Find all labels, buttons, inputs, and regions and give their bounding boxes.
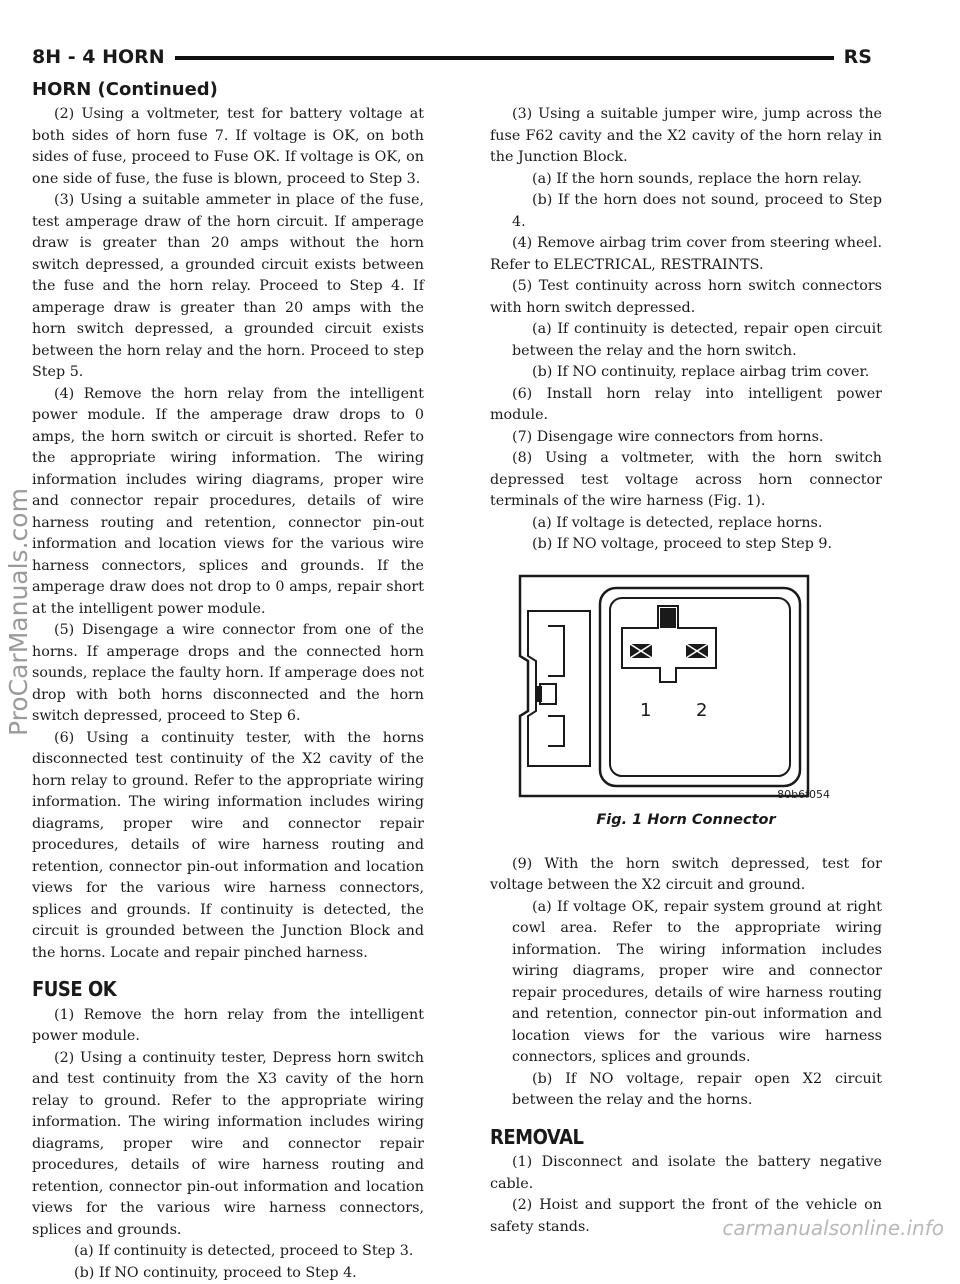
sub-step-text: (a) If voltage OK, repair system ground at right cowl area. Refer to the appropriate wiring information. The wiring information includes wiring diagrams, proper wire and connector repair procedures, details of wire harness routing and retention, connector pin-out information and location views for the various wire harness connectors, splices and grounds. — [490, 897, 882, 1069]
step-text: (6) Install horn relay into intelligent power module. — [490, 384, 882, 427]
step-text: (5) Test continuity across horn switch connectors with horn switch depressed. — [490, 276, 882, 319]
step-text: (3) Using a suitable jumper wire, jump across the fuse F62 cavity and the X2 cavity of the horn relay in the Junction Block. — [490, 104, 882, 169]
left-column — [32, 104, 424, 1284]
section-heading: FUSE OK — [32, 978, 424, 1002]
manual-code: RS — [834, 44, 872, 70]
step-text: (9) With the horn switch depressed, test for voltage between the X2 circuit and ground. — [490, 854, 882, 897]
right-column-bottom — [490, 854, 882, 1239]
sub-step-text: (b) If NO continuity, proceed to Step 4. — [32, 1263, 424, 1284]
right-column-top — [490, 104, 882, 556]
sub-step-text: (a) If the horn sounds, replace the horn relay. — [490, 169, 882, 191]
step-text: (3) Using a suitable ammeter in place of the fuse, test amperage draw of the horn circuit. If amperage draw is greater than 20 amps without the horn switch depressed, a grounded circuit exists between the fuse and the horn relay. Proceed to Step 4. If amperage draw is greater than 20 amps with the horn switch depressed, a grounded circuit exists between the horn relay and the horn. Proceed to step Step 5. — [32, 190, 424, 384]
step-text: (2) Using a voltmeter, test for battery voltage at both sides of horn fuse 7. If voltage is OK, on both sides of fuse, proceed to Fuse OK. If voltage is OK, on one side of fuse, the fuse is blown, proceed to Step 3. — [32, 104, 424, 190]
step-text: (8) Using a voltmeter, with the horn switch depressed test voltage across horn connector terminals of the wire harness (Fig. 1). — [490, 448, 882, 513]
step-text: (4) Remove the horn relay from the intelligent power module. If the amperage draw drops to 0 amps, the horn switch or circuit is shorted. Refer to the appropriate wiring information. The wiring information includes wiring diagrams, proper wire and connector repair procedures, details of wire harness routing and retention, connector pin-out information and location views for the various wire harness connectors, splices and grounds. If the amperage draw does not drop to 0 amps, repair short at the intelligent power module. — [32, 384, 424, 621]
step-text: (1) Remove the horn relay from the intelligent power module. — [32, 1005, 424, 1048]
figure-code: 80b6f054 — [777, 784, 830, 806]
step-text: (4) Remove airbag trim cover from steering wheel. Refer to ELECTRICAL, RESTRAINTS. — [490, 233, 882, 276]
right-column — [490, 104, 882, 1238]
step-text: (2) Hoist and support the front of the vehicle on safety stands. — [490, 1195, 882, 1238]
step-text: (2) Using a continuity tester, Depress horn switch and test continuity from the X3 cavity of the horn relay to ground. Refer to the appropriate wiring information. The wiring information includes wiring diagrams, proper wire and connector repair procedures, details of wire harness routing and retention, connector pin-out information and location views for the various wire harness connectors, splices and grounds. — [32, 1048, 424, 1242]
sub-step-text: (b) If NO continuity, replace airbag trim cover. — [490, 362, 882, 384]
step-text: (7) Disengage wire connectors from horns. — [490, 427, 882, 449]
sub-step-text: (b) If NO voltage, repair open X2 circuit between the relay and the horns. — [490, 1069, 882, 1112]
sub-step-text: (a) If continuity is detected, proceed to Step 3. — [32, 1241, 424, 1263]
sub-step-text: (a) If voltage is detected, replace horns. — [490, 513, 882, 535]
page-header — [32, 44, 872, 74]
sub-step-text: (a) If continuity is detected, repair open circuit between the relay and the horn switch. — [490, 319, 882, 362]
side-watermark: ProCarManuals.com — [4, 0, 33, 736]
sub-step-text: (b) If NO voltage, proceed to step Step 9. — [490, 534, 882, 556]
corner-watermark: carmanualsonline.info — [722, 1216, 944, 1240]
figure-caption: Fig. 1 Horn Connector — [490, 810, 882, 832]
pin-1-label: 1 — [640, 700, 651, 721]
step-text: (6) Using a continuity tester, with the horns disconnected test continuity of the X2 cavity of the horn relay to ground. Refer to the appropriate wiring information. The wiring information includes wiring diagrams, proper wire and connector repair procedures, details of wire harness routing and retention, connector pin-out information and location views for the various wire harness connectors, splices and grounds. If continuity is detected, the circuit is grounded between the Junction Block and the horns. Locate and repair pinched harness. — [32, 728, 424, 965]
step-text: (1) Disconnect and isolate the battery negative cable. — [490, 1152, 882, 1195]
horn-connector-figure — [490, 566, 882, 854]
continued-heading: HORN (Continued) — [32, 79, 218, 100]
pin-2-label: 2 — [696, 700, 707, 721]
step-text: (5) Disengage a wire connector from one of the horns. If amperage drops and the connected horn sounds, replace the faulty horn. If amperage does not drop with both horns disconnected and the horn switch depressed, proceed to Step 6. — [32, 620, 424, 728]
horn-connector-diagram — [490, 566, 882, 806]
section-heading: REMOVAL — [490, 1126, 882, 1150]
section-label: 8H - 4 HORN — [32, 44, 175, 70]
sub-step-text: (b) If the horn does not sound, proceed to Step 4. — [490, 190, 882, 233]
